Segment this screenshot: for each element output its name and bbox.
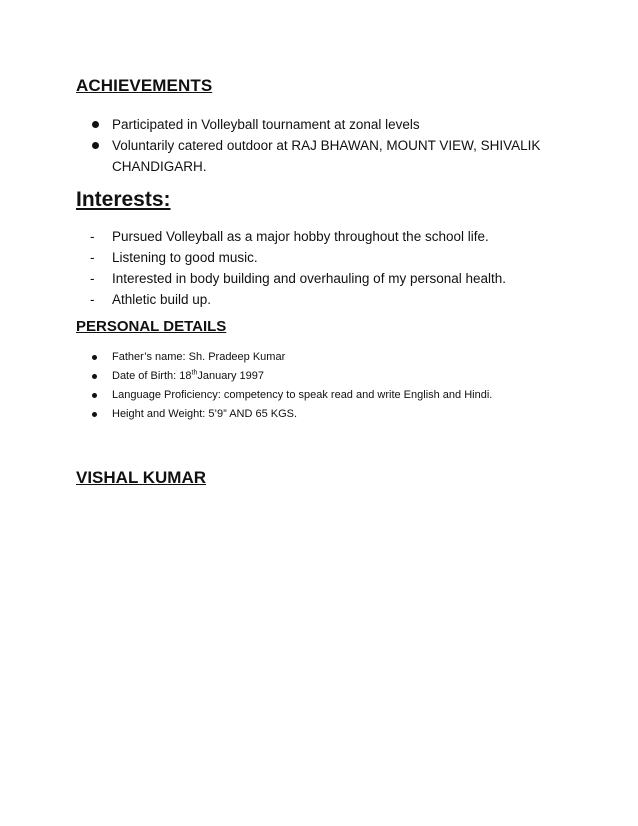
interests-heading: Interests: — [76, 188, 171, 211]
list-item — [90, 268, 560, 289]
bullet-icon — [92, 142, 99, 149]
list-item — [90, 348, 560, 367]
dash-marker: - — [90, 250, 95, 265]
interest-text: Interested in body building and overhauling of my personal health. — [112, 271, 507, 286]
achievements-heading: ACHIEVEMENTS — [76, 76, 213, 95]
interest-text: Athletic build up. — [112, 292, 212, 307]
dash-marker: - — [90, 292, 95, 307]
bullet-icon — [92, 121, 99, 128]
fathers-name-text: Father’s name: Sh. Pradeep Kumar — [112, 351, 286, 363]
list-item — [90, 114, 560, 135]
achievement-text: Participated in Volleyball tournament at zonal levels — [112, 117, 420, 132]
interest-text: Pursued Volleyball as a major hobby throughout the school life. — [112, 229, 489, 244]
bullet-icon — [92, 374, 97, 379]
personal-details-heading: PERSONAL DETAILS — [76, 318, 227, 335]
signature-name: VISHAL KUMAR — [76, 468, 207, 487]
dob-prefix: Date of Birth: 18 — [112, 370, 192, 382]
list-item — [90, 367, 560, 386]
dob-superscript: th — [191, 369, 198, 377]
dob-suffix: January 1997 — [197, 370, 265, 382]
language-text: Language Proficiency: competency to speak read and write English and Hindi. — [112, 389, 493, 401]
list-item — [90, 247, 560, 268]
interests-list — [90, 226, 560, 310]
achievement-text: Voluntarily catered outdoor at RAJ BHAWAN, MOUNT VIEW, SHIVALIK CHANDIGARH. — [112, 138, 541, 174]
bullet-icon — [92, 412, 97, 417]
list-item — [90, 226, 560, 247]
bullet-icon — [92, 355, 97, 360]
personal-details-list — [90, 348, 560, 424]
list-item — [90, 405, 560, 424]
achievements-list — [90, 114, 560, 177]
dash-marker: - — [90, 229, 95, 244]
interest-text: Listening to good music. — [112, 250, 258, 265]
height-weight-text: Height and Weight: 5’9” AND 65 KGS. — [112, 408, 298, 420]
bullet-icon — [92, 393, 97, 398]
list-item — [90, 289, 560, 310]
list-item — [90, 135, 560, 177]
list-item — [90, 386, 560, 405]
dash-marker: - — [90, 271, 95, 286]
